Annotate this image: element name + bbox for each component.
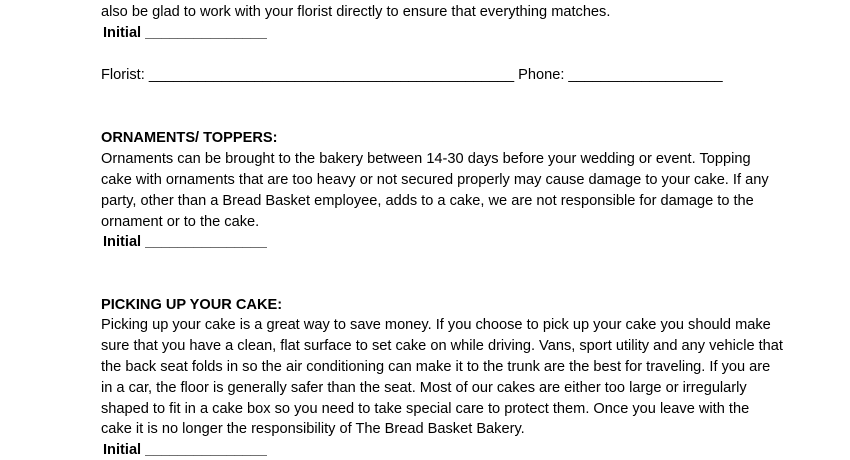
intro-paragraph-line: also be glad to work with your florist directly to ensure that everything matches.: [101, 4, 611, 20]
florist-phone-row[interactable]: Florist: _____________________________________________ Phone: ___________________: [101, 67, 723, 83]
pickup-paragraph-line: sure that you have a clean, flat surface to set cake on while driving. Vans, sport utility and any vehicle that: [101, 338, 783, 354]
pickup-paragraph-line: cake it is no longer the responsibility of The Bread Basket Bakery.: [101, 421, 525, 437]
ornaments-paragraph-line: ornament or to the cake.: [101, 214, 260, 230]
ornaments-paragraph-line: Ornaments can be brought to the bakery between 14-30 days before your wedding or event. Topping: [101, 151, 751, 167]
pickup-paragraph-line: Picking up your cake is a great way to save money. If you choose to pick up your cake you should make: [101, 317, 771, 333]
pickup-heading: PICKING UP YOUR CAKE:: [101, 297, 283, 313]
ornaments-paragraph-line: party, other than a Bread Basket employee, adds to a cake, we are not responsible for damage to the: [101, 193, 754, 209]
pickup-initial-field[interactable]: Initial _______________: [103, 442, 267, 458]
ornaments-heading: ORNAMENTS/ TOPPERS:: [101, 130, 278, 146]
ornaments-paragraph-line: cake with ornaments that are too heavy or not secured properly may cause damage to your cake. If any: [101, 172, 769, 188]
ornaments-initial-field[interactable]: Initial _______________: [103, 234, 267, 250]
pickup-paragraph-line: the back seat folds in so the air conditioning can make it to the trunk are the best for traveling. If you are: [101, 359, 771, 375]
pickup-paragraph-line: shaped to fit in a cake box so you need to take special care to protect them. Once you leave with the: [101, 401, 750, 417]
intro-initial-field[interactable]: Initial _______________: [103, 25, 267, 41]
pickup-paragraph-line: in a car, the floor is generally safer than the seat. Most of our cakes are either too large or irregularly: [101, 380, 747, 396]
